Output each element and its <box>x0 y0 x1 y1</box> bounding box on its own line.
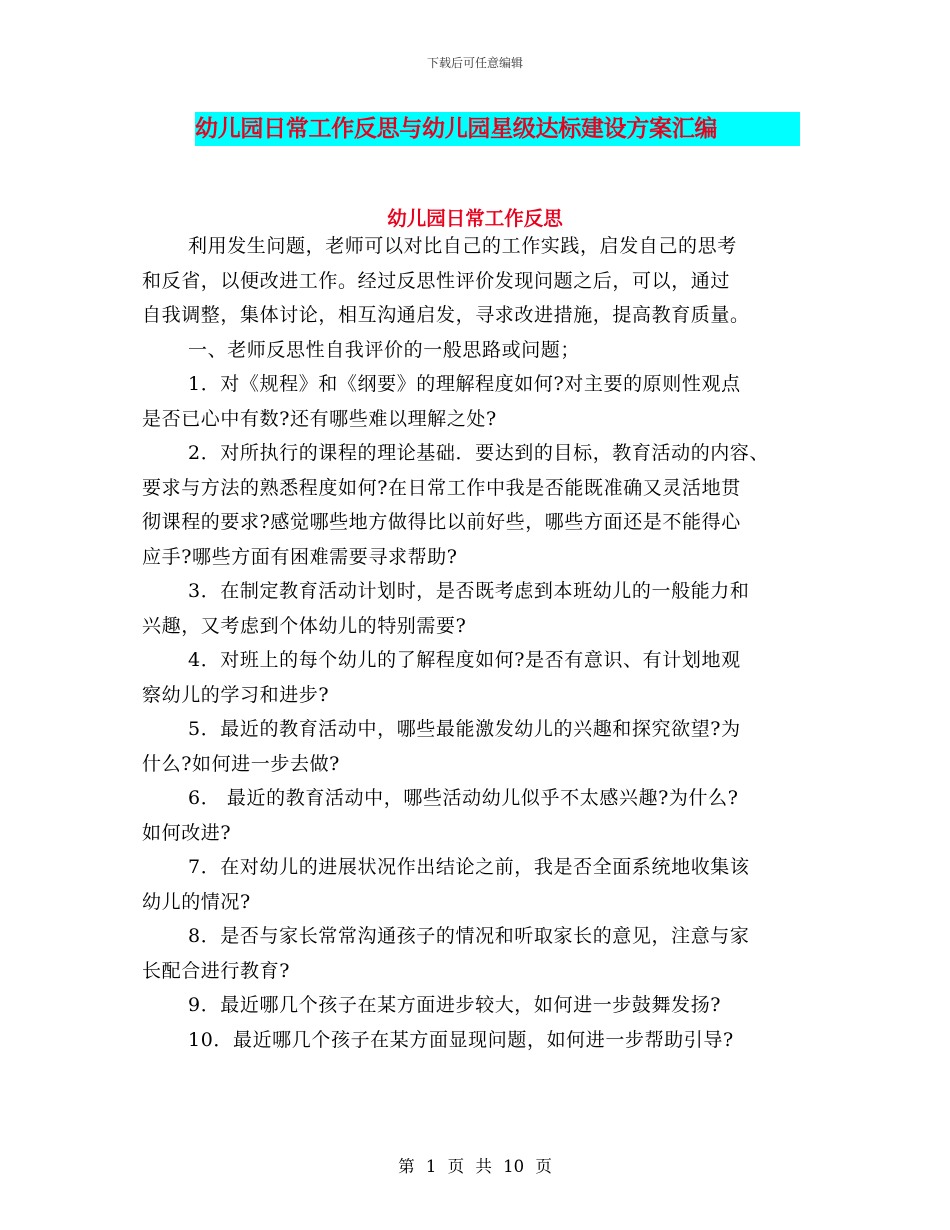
paragraph-line: 长配合进行教育? <box>142 959 290 982</box>
paragraph-line: 5．最近的教育活动中，哪些最能激发幼儿的兴趣和探究欲望?为 <box>188 718 741 740</box>
paragraph-line: 和反省，以便改进工作。经过反思性评价发现问题之后，可以，通过 <box>142 269 731 292</box>
paragraph-line: 察幼儿的学习和进步? <box>142 683 330 706</box>
paragraph-line: 3．在制定教育活动计划时，是否既考虑到本班幼儿的一般能力和 <box>188 580 750 602</box>
paragraph-line: 兴趣，又考虑到个体幼儿的特别需要? <box>142 614 467 637</box>
paragraph-line: 什么?如何进一步去做? <box>142 752 340 775</box>
paragraph-line: 2．对所执行的课程的理论基础．要达到的目标，教育活动的内容、 <box>188 442 770 464</box>
paragraph-line: 是否已心中有数?还有哪些难以理解之处? <box>142 407 497 430</box>
page-footer: 第 1 页 共 10 页 <box>398 1157 552 1176</box>
section-title: 幼儿园日常工作反思 <box>387 207 563 230</box>
paragraph-line: 利用发生问题，老师可以对比自己的工作实践，启发自己的思考 <box>188 235 737 257</box>
paragraph-line: 8．是否与家长常常沟通孩子的情况和听取家长的意见，注意与家 <box>188 925 750 947</box>
paragraph-line: 1．对《规程》和《纲要》的理解程度如何?对主要的原则性观点 <box>188 373 741 395</box>
paragraph-line: 9．最近哪几个孩子在某方面进步较大，如何进一步鼓舞发扬? <box>188 994 722 1016</box>
paragraph-line: 彻课程的要求?感觉哪些地方做得比以前好些，哪些方面还是不能得心 <box>142 511 741 533</box>
body-text <box>142 229 822 1057</box>
paragraph-line: 要求与方法的熟悉程度如何?在日常工作中我是否能既准确又灵活地贯 <box>142 476 741 499</box>
document-title: 幼儿园日常工作反思与幼儿园星级达标建设方案汇编 <box>195 112 800 146</box>
paragraph-line: 一、老师反思性自我评价的一般思路或问题； <box>188 338 581 361</box>
paragraph-line: 自我调整，集体讨论，相互沟通启发，寻求改进措施，提高教育质量。 <box>142 304 750 326</box>
page-header-note: 下载后可任意编辑 <box>426 56 523 70</box>
paragraph-line: 7．在对幼儿的进展状况作出结论之前，我是否全面系统地收集该 <box>188 856 750 878</box>
paragraph-line: 6． 最近的教育活动中，哪些活动幼儿似乎不太感兴趣?为什么? <box>188 787 739 809</box>
paragraph-line: 如何改进? <box>142 821 232 844</box>
paragraph-line: 应手?哪些方面有困难需要寻求帮助? <box>142 545 458 568</box>
paragraph-line: 4．对班上的每个幼儿的了解程度如何?是否有意识、有计划地观 <box>188 649 741 671</box>
paragraph-line: 10．最近哪几个孩子在某方面显现问题，如何进一步帮助引导? <box>188 1028 734 1051</box>
paragraph-line: 幼儿的情况? <box>142 890 251 913</box>
